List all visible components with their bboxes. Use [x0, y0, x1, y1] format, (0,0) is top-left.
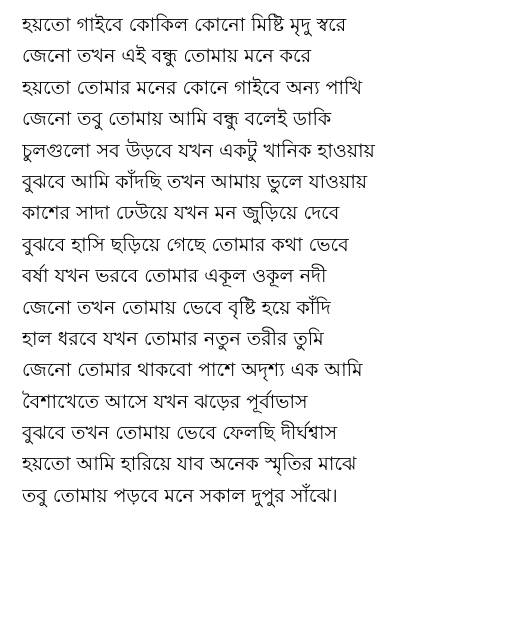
poem-line: চুলগুলো সব উড়বে যখন একটু খানিক হাওয়ায় — [22, 139, 375, 162]
poem-line: কাশের সাদা ঢেউয়ে যখন মন জুড়িয়ে দেবে — [22, 202, 340, 225]
poem-line: বুঝবে আমি কাঁদছি তখন আমায় ভুলে যাওয়ায় — [22, 170, 368, 193]
poem-line: হাল ধরবে যখন তোমার নতুন তরীর তুমি — [22, 327, 324, 350]
poem-line: জেনো তবু তোমায় আমি বন্ধু বলেই ডাকি — [22, 108, 332, 131]
poem-line: বুঝবে তখন তোমায় ভেবে ফেলছি দীর্ঘশ্বাস — [22, 422, 337, 445]
poem-line: জেনো তখন এই বন্ধু তোমায় মনে করে — [22, 45, 312, 68]
poem-line: বৈশাখেতে আসে যখন ঝড়ের পূর্বাভাস — [22, 390, 308, 413]
poem-line: তবু তোমায় পড়বে মনে সকাল দুপুর সাঁঝে। — [22, 484, 338, 507]
poem-line: হয়তো গাইবে কোকিল কোনো মিষ্টি মৃদু স্বরে — [22, 14, 347, 36]
poem-line: জেনো তোমার থাকবো পাশে অদৃশ্য এক আমি — [22, 359, 363, 382]
poem-line: জেনো তখন তোমায় ভেবে বৃষ্টি হয়ে কাঁদি — [22, 296, 331, 319]
poem-line: হয়তো আমি হারিয়ে যাব অনেক স্মৃতির মাঝে — [22, 453, 357, 476]
poem-line: হয়তো তোমার মনের কোনে গাইবে অন্য পাখি — [22, 76, 362, 99]
poem-line: বর্ষা যখন ভরবে তোমার একূল ওকূল নদী — [22, 265, 327, 288]
poem-line: বুঝবে হাসি ছড়িয়ে গেছে তোমার কথা ভেবে — [22, 233, 349, 256]
poem-text — [22, 10, 502, 512]
